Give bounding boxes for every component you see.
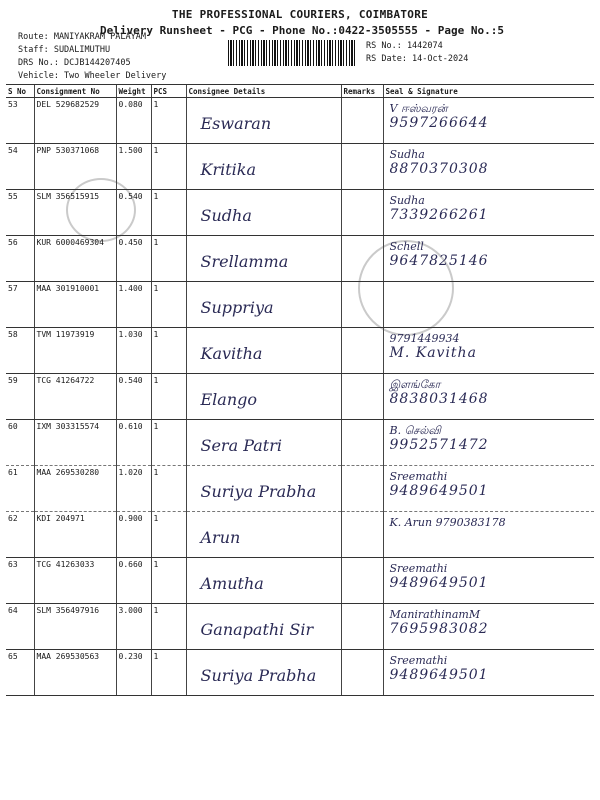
pcs-cell-text: 1 — [153, 284, 159, 293]
remarks-cell — [341, 512, 383, 558]
consignment-cell — [34, 466, 116, 512]
weight-cell — [116, 374, 151, 420]
signature-name: Schell — [389, 240, 424, 253]
pcs-cell-text: 1 — [153, 330, 159, 339]
table-row — [6, 282, 594, 328]
rs-number: RS No.: 1442074 — [366, 41, 443, 51]
remarks-cell — [341, 420, 383, 466]
col-header: Seal & Signature — [383, 85, 594, 98]
signature-name: Sreemathi — [389, 470, 448, 483]
table-header-row — [6, 85, 594, 98]
consignment-cell-text: MAA 301910001 — [36, 284, 100, 293]
consignee-cell-text: Arun — [200, 528, 241, 547]
pcs-cell-text: 1 — [153, 606, 159, 615]
signature-cell — [383, 328, 594, 374]
consignment-cell — [34, 558, 116, 604]
pcs-cell-text: 1 — [153, 238, 159, 247]
pcs-cell — [151, 144, 186, 190]
consignee-cell — [186, 466, 341, 512]
remarks-cell — [341, 328, 383, 374]
signature-cell — [383, 512, 594, 558]
signature-phone: 8870370308 — [389, 161, 489, 177]
weight-cell — [116, 328, 151, 374]
weight-cell — [116, 236, 151, 282]
sno-cell — [6, 190, 34, 236]
weight-cell — [116, 650, 151, 696]
weight-cell-text: 0.540 — [118, 192, 143, 201]
pcs-cell-text: 1 — [153, 376, 159, 385]
drs-number: DRS No.: DCJB144207405 — [18, 58, 131, 68]
signature-name: K. Arun 9790383178 — [389, 516, 506, 529]
sno-cell — [6, 374, 34, 420]
remarks-cell — [341, 466, 383, 512]
runsheet-table — [6, 84, 594, 696]
pcs-cell — [151, 512, 186, 558]
consignee-cell — [186, 144, 341, 190]
consignment-cell-text: SLM 356515915 — [36, 192, 100, 201]
remarks-cell — [341, 374, 383, 420]
consignee-cell — [186, 420, 341, 466]
signature-name: Sreemathi — [389, 562, 448, 575]
consignee-cell — [186, 328, 341, 374]
signature-phone: M. Kavitha — [389, 345, 477, 361]
sno-cell — [6, 236, 34, 282]
consignment-cell-text: DEL 529682529 — [36, 100, 100, 109]
pcs-cell — [151, 374, 186, 420]
pcs-cell-text: 1 — [153, 560, 159, 569]
sno-cell-text: 54 — [8, 146, 18, 155]
consignee-cell — [186, 558, 341, 604]
weight-cell-text: 0.450 — [118, 238, 143, 247]
table-row — [6, 328, 594, 374]
consignee-cell-text: Amutha — [200, 574, 264, 593]
weight-cell-text: 0.080 — [118, 100, 143, 109]
pcs-cell — [151, 236, 186, 282]
sno-cell — [6, 420, 34, 466]
pcs-cell — [151, 466, 186, 512]
col-header: Remarks — [341, 85, 383, 98]
vehicle-label: Vehicle: Two Wheeler Delivery — [18, 71, 167, 81]
consignment-cell-text: KUR 6000469304 — [36, 238, 104, 247]
signature-name: இளங்கோ — [389, 378, 441, 391]
sno-cell-text: 60 — [8, 422, 18, 431]
consignment-cell-text: PNP 530371068 — [36, 146, 100, 155]
sno-cell — [6, 144, 34, 190]
sno-cell-text: 56 — [8, 238, 18, 247]
consignment-cell — [34, 420, 116, 466]
pcs-cell-text: 1 — [153, 514, 159, 523]
consignee-cell — [186, 282, 341, 328]
consignment-cell — [34, 512, 116, 558]
weight-cell-text: 1.400 — [118, 284, 143, 293]
weight-cell — [116, 420, 151, 466]
col-header: PCS — [151, 85, 186, 98]
consignee-cell-text: Srellamma — [200, 252, 289, 271]
sno-cell-text: 53 — [8, 100, 18, 109]
consignment-cell — [34, 650, 116, 696]
consignment-cell-text: SLM 356497916 — [36, 606, 100, 615]
table-row — [6, 558, 594, 604]
col-header: Consignment No — [34, 85, 116, 98]
pcs-cell — [151, 650, 186, 696]
consignment-cell — [34, 190, 116, 236]
pcs-cell-text: 1 — [153, 652, 159, 661]
signature-phone: 7339266261 — [389, 207, 489, 223]
consignee-cell-text: Sudha — [200, 206, 252, 225]
signature-phone: 9489649501 — [389, 483, 489, 499]
consignment-cell-text: TVM 11973919 — [36, 330, 95, 339]
consignee-cell-text: Suppriya — [200, 298, 274, 317]
sno-cell-text: 62 — [8, 514, 18, 523]
pcs-cell-text: 1 — [153, 192, 159, 201]
col-header: Consignee Details — [186, 85, 341, 98]
col-header: Weight — [116, 85, 151, 98]
sno-cell-text: 61 — [8, 468, 18, 477]
consignee-cell — [186, 236, 341, 282]
signature-phone: 9489649501 — [389, 575, 489, 591]
consignment-cell-text: TCG 41263033 — [36, 560, 95, 569]
signature-phone: 9647825146 — [389, 253, 489, 269]
signature-phone: 9597266644 — [389, 115, 489, 131]
weight-cell-text: 1.020 — [118, 468, 143, 477]
pcs-cell-text: 1 — [153, 100, 159, 109]
remarks-cell — [341, 650, 383, 696]
weight-cell-text: 0.610 — [118, 422, 143, 431]
pcs-cell — [151, 604, 186, 650]
sno-cell-text: 64 — [8, 606, 18, 615]
consignee-cell — [186, 650, 341, 696]
consignment-cell — [34, 282, 116, 328]
signature-name: 9791449934 — [389, 332, 460, 345]
consignee-cell-text: Ganapathi Sir — [200, 620, 314, 639]
remarks-cell — [341, 604, 383, 650]
weight-cell — [116, 98, 151, 144]
signature-cell — [383, 374, 594, 420]
consignment-cell — [34, 144, 116, 190]
consignee-cell-text: Kritika — [200, 160, 256, 179]
col-header: S No — [6, 85, 34, 98]
table-row — [6, 466, 594, 512]
company-title: THE PROFESSIONAL COURIERS, COIMBATORE — [171, 8, 429, 21]
signature-name: V ஈஸ்வரன் — [389, 102, 448, 115]
sno-cell — [6, 512, 34, 558]
consignment-cell — [34, 604, 116, 650]
table-row — [6, 190, 594, 236]
sno-cell — [6, 558, 34, 604]
sno-cell-text: 55 — [8, 192, 18, 201]
table-row — [6, 236, 594, 282]
sno-cell — [6, 650, 34, 696]
consignee-cell — [186, 512, 341, 558]
consignee-cell — [186, 374, 341, 420]
table-row — [6, 144, 594, 190]
weight-cell-text: 0.230 — [118, 652, 143, 661]
sno-cell-text: 58 — [8, 330, 18, 339]
pcs-cell-text: 1 — [153, 146, 159, 155]
consignee-cell — [186, 604, 341, 650]
signature-cell — [383, 282, 594, 328]
consignment-cell — [34, 98, 116, 144]
signature-cell — [383, 604, 594, 650]
consignee-cell — [186, 190, 341, 236]
remarks-cell — [341, 144, 383, 190]
signature-name: B. செல்வி — [389, 424, 441, 437]
pcs-cell — [151, 420, 186, 466]
weight-cell — [116, 144, 151, 190]
signature-cell — [383, 558, 594, 604]
signature-phone: 7695983082 — [389, 621, 489, 637]
remarks-cell — [341, 98, 383, 144]
consignee-cell-text: Elango — [200, 390, 258, 409]
weight-cell — [116, 466, 151, 512]
sno-cell-text: 63 — [8, 560, 18, 569]
signature-cell — [383, 466, 594, 512]
consignee-cell-text: Sera Patri — [200, 436, 282, 455]
signature-cell — [383, 190, 594, 236]
consignment-cell-text: MAA 269530280 — [36, 468, 100, 477]
consignment-cell-text: TCG 41264722 — [36, 376, 95, 385]
consignee-cell-text: Eswaran — [200, 114, 272, 133]
signature-name: ManirathinamM — [389, 608, 481, 621]
sno-cell-text: 65 — [8, 652, 18, 661]
weight-cell-text: 0.540 — [118, 376, 143, 385]
staff-label: Staff: SUDALIMUTHU — [18, 45, 111, 55]
signature-name: Sudha — [389, 148, 425, 161]
weight-cell — [116, 190, 151, 236]
remarks-cell — [341, 558, 383, 604]
sno-cell-text: 59 — [8, 376, 18, 385]
table-row — [6, 512, 594, 558]
remarks-cell — [341, 190, 383, 236]
table-row — [6, 650, 594, 696]
sno-cell — [6, 604, 34, 650]
table-row — [6, 604, 594, 650]
sno-cell — [6, 282, 34, 328]
consignee-cell-text: Suriya Prabha — [200, 482, 317, 501]
signature-cell — [383, 98, 594, 144]
weight-cell-text: 0.660 — [118, 560, 143, 569]
sno-cell — [6, 466, 34, 512]
pcs-cell-text: 1 — [153, 468, 159, 477]
consignment-cell-text: IXM 303315574 — [36, 422, 100, 431]
signature-cell — [383, 650, 594, 696]
pcs-cell — [151, 98, 186, 144]
weight-cell — [116, 512, 151, 558]
barcode-image — [228, 40, 356, 66]
sno-cell — [6, 98, 34, 144]
weight-cell-text: 1.500 — [118, 146, 143, 155]
signature-name: Sudha — [389, 194, 425, 207]
consignment-cell-text: MAA 269530563 — [36, 652, 100, 661]
signature-phone: 9952571472 — [389, 437, 489, 453]
consignee-cell-text: Kavitha — [200, 344, 263, 363]
route-label: Route: MANIYAKRAM PALAYAM — [18, 32, 146, 42]
weight-cell — [116, 558, 151, 604]
pcs-cell — [151, 558, 186, 604]
consignment-cell — [34, 236, 116, 282]
remarks-cell — [341, 282, 383, 328]
consignee-cell-text: Suriya Prabha — [200, 666, 317, 685]
consignment-cell-text: KDI 204971 — [36, 514, 85, 523]
weight-cell — [116, 604, 151, 650]
runsheet-title: Delivery Runsheet - PCG - Phone No.:0422-3505555 - Page No.:5 — [100, 24, 504, 37]
signature-cell — [383, 236, 594, 282]
remarks-cell — [341, 236, 383, 282]
pcs-cell-text: 1 — [153, 422, 159, 431]
consignment-cell — [34, 374, 116, 420]
sno-cell — [6, 328, 34, 374]
signature-cell — [383, 420, 594, 466]
signature-cell — [383, 144, 594, 190]
table-row — [6, 98, 594, 144]
table-row — [6, 420, 594, 466]
weight-cell-text: 1.030 — [118, 330, 143, 339]
weight-cell-text: 0.900 — [118, 514, 143, 523]
pcs-cell — [151, 328, 186, 374]
pcs-cell — [151, 282, 186, 328]
sno-cell-text: 57 — [8, 284, 18, 293]
signature-phone: 9489649501 — [389, 667, 489, 683]
consignee-cell — [186, 98, 341, 144]
weight-cell-text: 3.000 — [118, 606, 143, 615]
signature-phone: 8838031468 — [389, 391, 489, 407]
weight-cell — [116, 282, 151, 328]
table-row — [6, 374, 594, 420]
rs-date: RS Date: 14-Oct-2024 — [366, 54, 469, 64]
signature-name: Sreemathi — [389, 654, 448, 667]
consignment-cell — [34, 328, 116, 374]
pcs-cell — [151, 190, 186, 236]
